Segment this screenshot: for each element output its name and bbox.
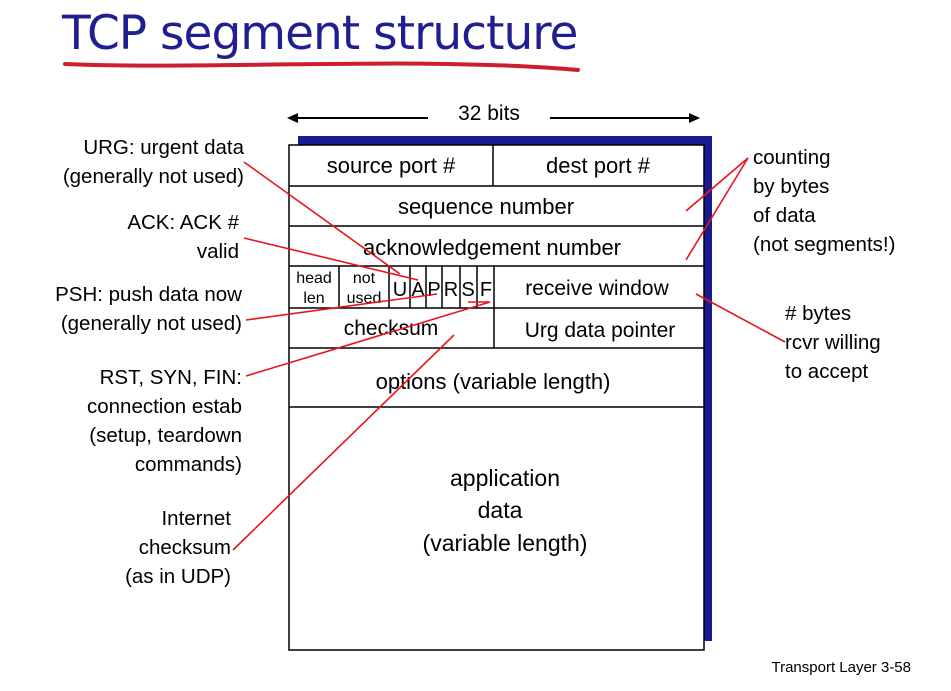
field-receive-window: receive window xyxy=(525,277,669,300)
field-ack-number: acknowledgement number xyxy=(362,235,622,260)
annotation-internet-checksum: Internet checksum (as in UDP) xyxy=(125,507,231,588)
field-dest-port: dest port # xyxy=(546,153,650,178)
annotation-counting: counting by bytes of data (not segments!) xyxy=(753,146,896,256)
field-sequence-number: sequence number xyxy=(397,194,575,219)
annotation-psh: PSH: push data now (generally not used) xyxy=(55,283,242,335)
field-not-used-line2: used xyxy=(346,290,382,307)
segment-box xyxy=(289,145,704,650)
flag-psh: P xyxy=(427,279,441,301)
field-checksum: checksum xyxy=(343,317,439,340)
annotation-receive-window: # bytes rcvr willing to accept xyxy=(785,302,881,383)
width-arrow xyxy=(287,102,700,125)
field-options: options (variable length) xyxy=(375,369,611,394)
flag-fin: F xyxy=(479,279,493,301)
flag-urg: U xyxy=(392,279,408,301)
field-application-line1: application xyxy=(450,465,560,491)
field-application-line2: data xyxy=(477,497,523,523)
page-title: TCP segment structure xyxy=(62,6,578,61)
width-label: 32 bits xyxy=(458,102,520,125)
field-application-line3: (variable length) xyxy=(422,530,588,556)
annotation-rst-syn-fin: RST, SYN, FIN: connection estab (setup, teardown commands) xyxy=(86,366,242,476)
annotation-urg: URG: urgent data (generally not used) xyxy=(62,136,244,188)
flag-syn: S xyxy=(461,279,475,301)
field-not-used-line1: not xyxy=(352,270,376,287)
footer-slide-number: Transport Layer 3-58 xyxy=(771,659,911,676)
annotation-ack: ACK: ACK # valid xyxy=(127,211,239,263)
flag-rst: R xyxy=(443,279,459,301)
flag-ack: A xyxy=(411,279,425,301)
field-urg-pointer: Urg data pointer xyxy=(524,319,676,342)
field-source-port: source port # xyxy=(326,153,456,178)
field-head-len-line1: head xyxy=(296,270,332,287)
field-head-len-line2: len xyxy=(303,290,325,307)
